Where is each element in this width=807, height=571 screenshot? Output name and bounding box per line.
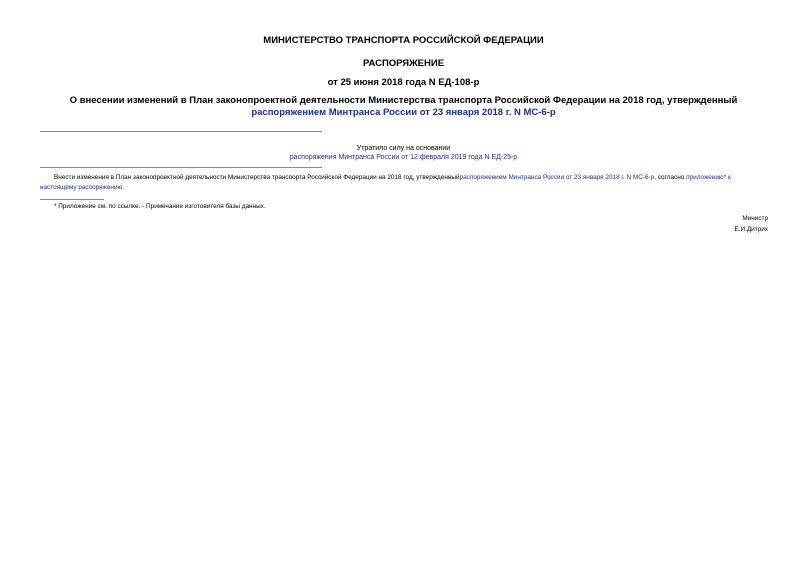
body-text-middle: , согласно (654, 174, 687, 181)
signature-block (734, 213, 768, 235)
footnote-divider (40, 199, 104, 200)
appendix-link[interactable]: приложению (686, 174, 724, 181)
title-text: О внесении изменений в План законопроектной деятельности Министерства транспорта Российской Федерации на 2018 год, утвержденный (69, 95, 738, 106)
document-date-number: от 25 июня 2018 года N ЕД-108-р (327, 77, 480, 88)
status-reference-link[interactable]: распоряжения Минтранса России от 12 февраля 2019 года N ЕД-25-р (289, 154, 518, 161)
ministry-heading: МИНИСТЕРСТВО ТРАНСПОРТА РОССИЙСКОЙ ФЕДЕРАЦИИ (263, 35, 544, 46)
body-text-after: * к настоящему распоряжению. (40, 174, 731, 191)
divider-line (40, 131, 322, 132)
body-reference-link[interactable]: распоряжением Минтранса России от 23 января 2018 г. N МС-6-р (459, 174, 655, 181)
footnote: * Приложение см. по ссылке. - Примечание изготовителя базы данных. (54, 203, 266, 210)
body-text-before: Внести изменения в План законопроектной деятельности Министерства транспорта Российской Федерации на 2018 год, утвержденный (54, 174, 460, 181)
divider-line (40, 167, 322, 168)
title-reference-link[interactable]: распоряжением Минтранса России от 23 января 2018 г. N МС-6-р (251, 107, 556, 118)
document-title (40, 95, 767, 119)
document-type: РАСПОРЯЖЕНИЕ (362, 58, 445, 69)
status-link-wrapper (0, 154, 807, 161)
signature-name: Е.И.Дитрих (734, 226, 768, 233)
status-label: Утратило силу на основании (356, 145, 451, 152)
body-paragraph (40, 173, 769, 193)
signature-position: Министр (742, 215, 768, 222)
